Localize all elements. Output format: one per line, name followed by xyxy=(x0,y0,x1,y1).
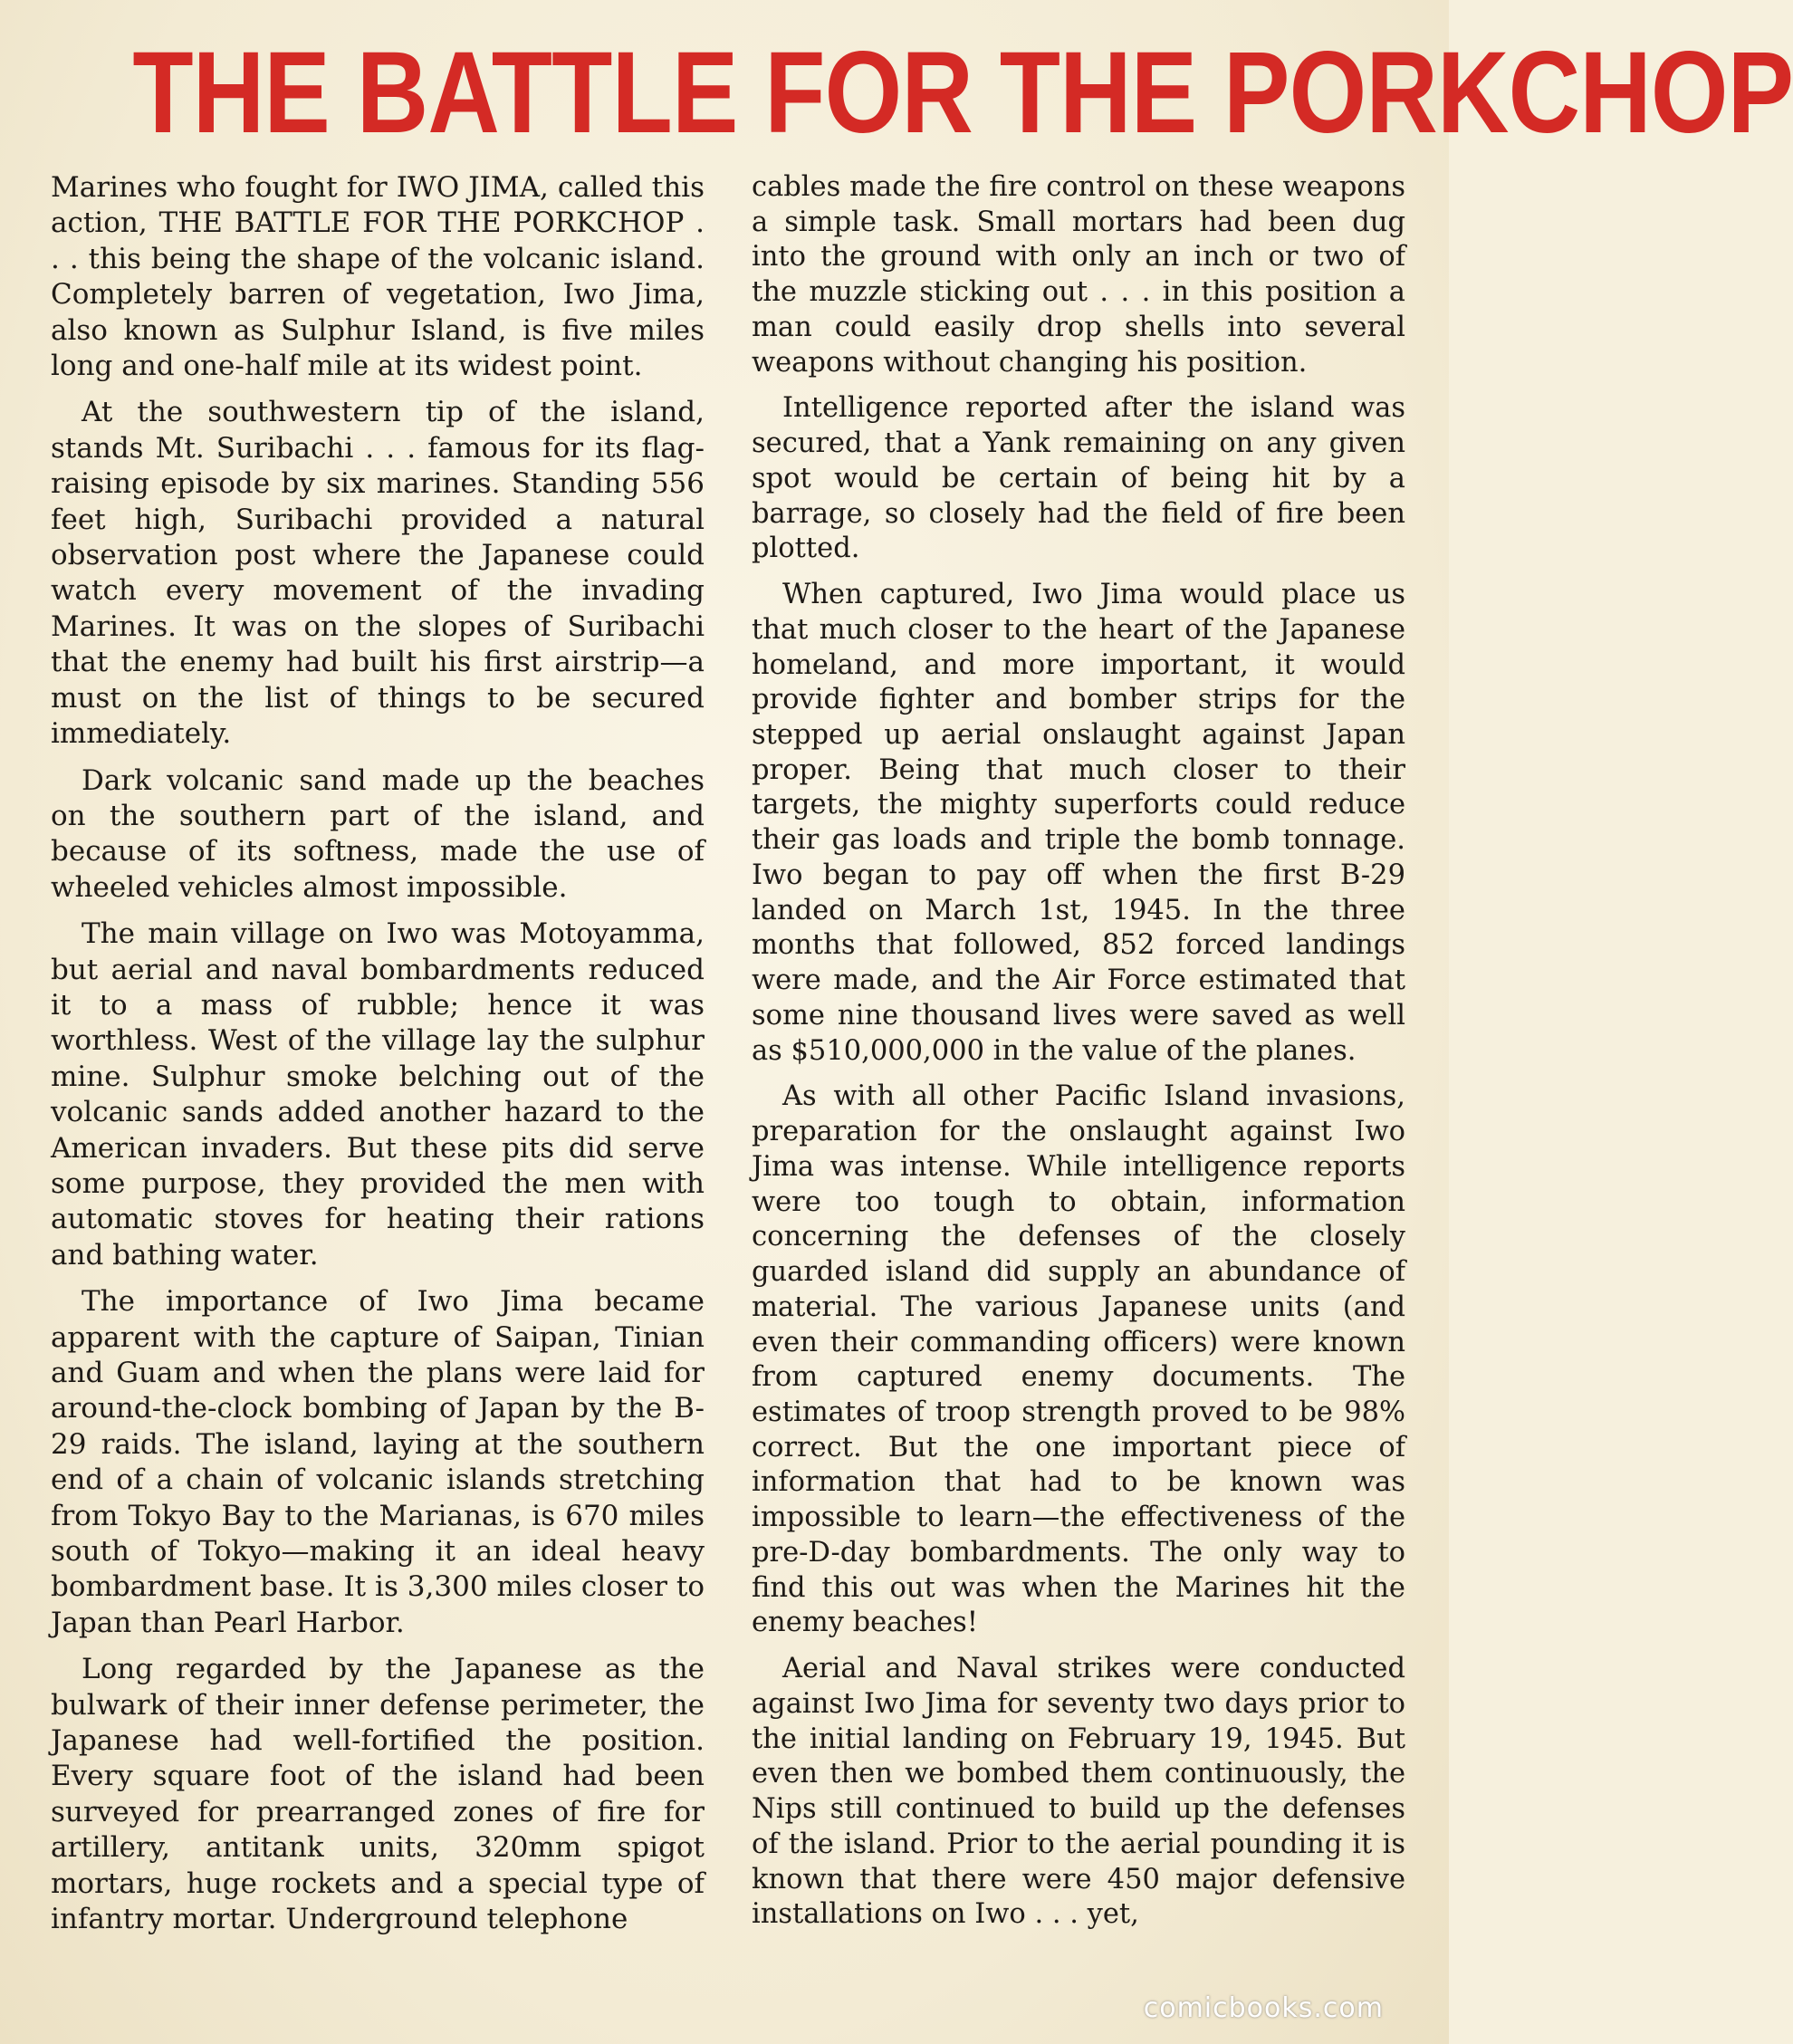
paragraph: The importance of Iwo Jima became apparent with the capture of Saipan, Tinian and Guam and when the plans were laid for around-the-clock bombing of Japan by the B-29 raids. The island, laying at the southern end of a chain of volcanic islands stretching from Tokyo Bay to the Marianas, is 670 miles south of Tokyo—making it an ideal heavy bombardment base. It is 3,300 miles closer to Japan than Pearl Harbor. xyxy=(51,1285,705,1639)
paragraph: As with all other Pacific Island invasions, preparation for the onslaught against Iwo Jima was intense. While intelligence reports were too tough to obtain, information concerning the defenses of the closely guarded island did supply an abundance of material. The various Japanese units (and even their commanding officers) were known from captured enemy documents. The estimates of troop strength proved to be 98% correct. But the one important piece of information that had to be known was impossible to learn—the effectiveness of the pre-D-day bombardments. The only way to find this out was when the Marines hit the enemy beaches! xyxy=(752,1080,1405,1639)
paragraph: Marines who fought for IWO JIMA, called this action, THE BATTLE FOR THE PORKCHOP . . . this being the shape of the volcanic island. Completely barren of vegetation, Iwo Jima, also known as Sulphur Island, is five miles long and one-half mile at its widest point. xyxy=(51,171,705,383)
paragraph: Aerial and Naval strikes were conducted against Iwo Jima for seventy two days prior to the initial landing on February 19, 1945. But even then we bombed them continuously, the Nips still continued to build up the defenses of the island. Prior to the aerial pounding it is known that there were 450 major defensive installations on Iwo . . . yet, xyxy=(752,1653,1405,1931)
paragraph: At the southwestern tip of the island, stands Mt. Suribachi . . . famous for its flag-raising episode by six marines. Standing 556 feet high, Suribachi provided a natural observation post where the Japanese could watch every movement of the invading Marines. It was on the slopes of Suribachi that the enemy had built his first airstrip—a must on the list of things to be secured immediately. xyxy=(51,396,705,751)
left-column xyxy=(51,170,705,1949)
paragraph: Long regarded by the Japanese as the bulwark of their inner defense perimeter, the Japanese had well-fortified the position. Every square foot of the island had been surveyed for prearranged zones of fire for artillery, antitank units, 320mm spigot mortars, huge rockets and a special type of infantry mortar. Underground telephone xyxy=(51,1653,705,1936)
right-column xyxy=(752,170,1405,1943)
paragraph: When captured, Iwo Jima would place us that much closer to the heart of the Japanese homeland, and more important, it would provide fighter and bomber strips for the stepped up aerial onslaught against Japan proper. Being that much closer to their targets, the mighty superforts could reduce their gas loads and triple the bomb tonnage. Iwo began to pay off when the first B-29 landed on March 1st, 1945. In the three months that followed, 852 forced landings were made, and the Air Force estimated that some nine thousand lives were saved as well as $510,000,000 in the value of the planes. xyxy=(752,579,1405,1067)
paragraph: The main village on Iwo was Motoyamma, but aerial and naval bombardments reduced it to a mass of rubble; hence it was worthless. West of the village lay the sulphur mine. Sulphur smoke belching out of the volcanic sands added another hazard to the American invaders. But these pits did serve some purpose, they provided the men with automatic stoves for heating their rations and bathing water. xyxy=(51,917,705,1272)
paragraph: cables made the fire control on these weapons a simple task. Small mortars had been dug into the ground with only an inch or two of the muzzle sticking out . . . in this position a man could easily drop shells into several weapons without changing his position. xyxy=(752,171,1405,379)
watermark: comicbooks.com xyxy=(1143,1992,1384,2024)
headline: THE BATTLE FOR THE PORKCHOP xyxy=(132,28,1793,158)
paragraph: Intelligence reported after the island was secured, that a Yank remaining on any given spot would be certain of being hit by a barrage, so closely had the field of fire been plotted. xyxy=(752,392,1405,565)
paragraph: Dark volcanic sand made up the beaches on the southern part of the island, and because of its softness, made the use of wheeled vehicles almost impossible. xyxy=(51,763,705,904)
